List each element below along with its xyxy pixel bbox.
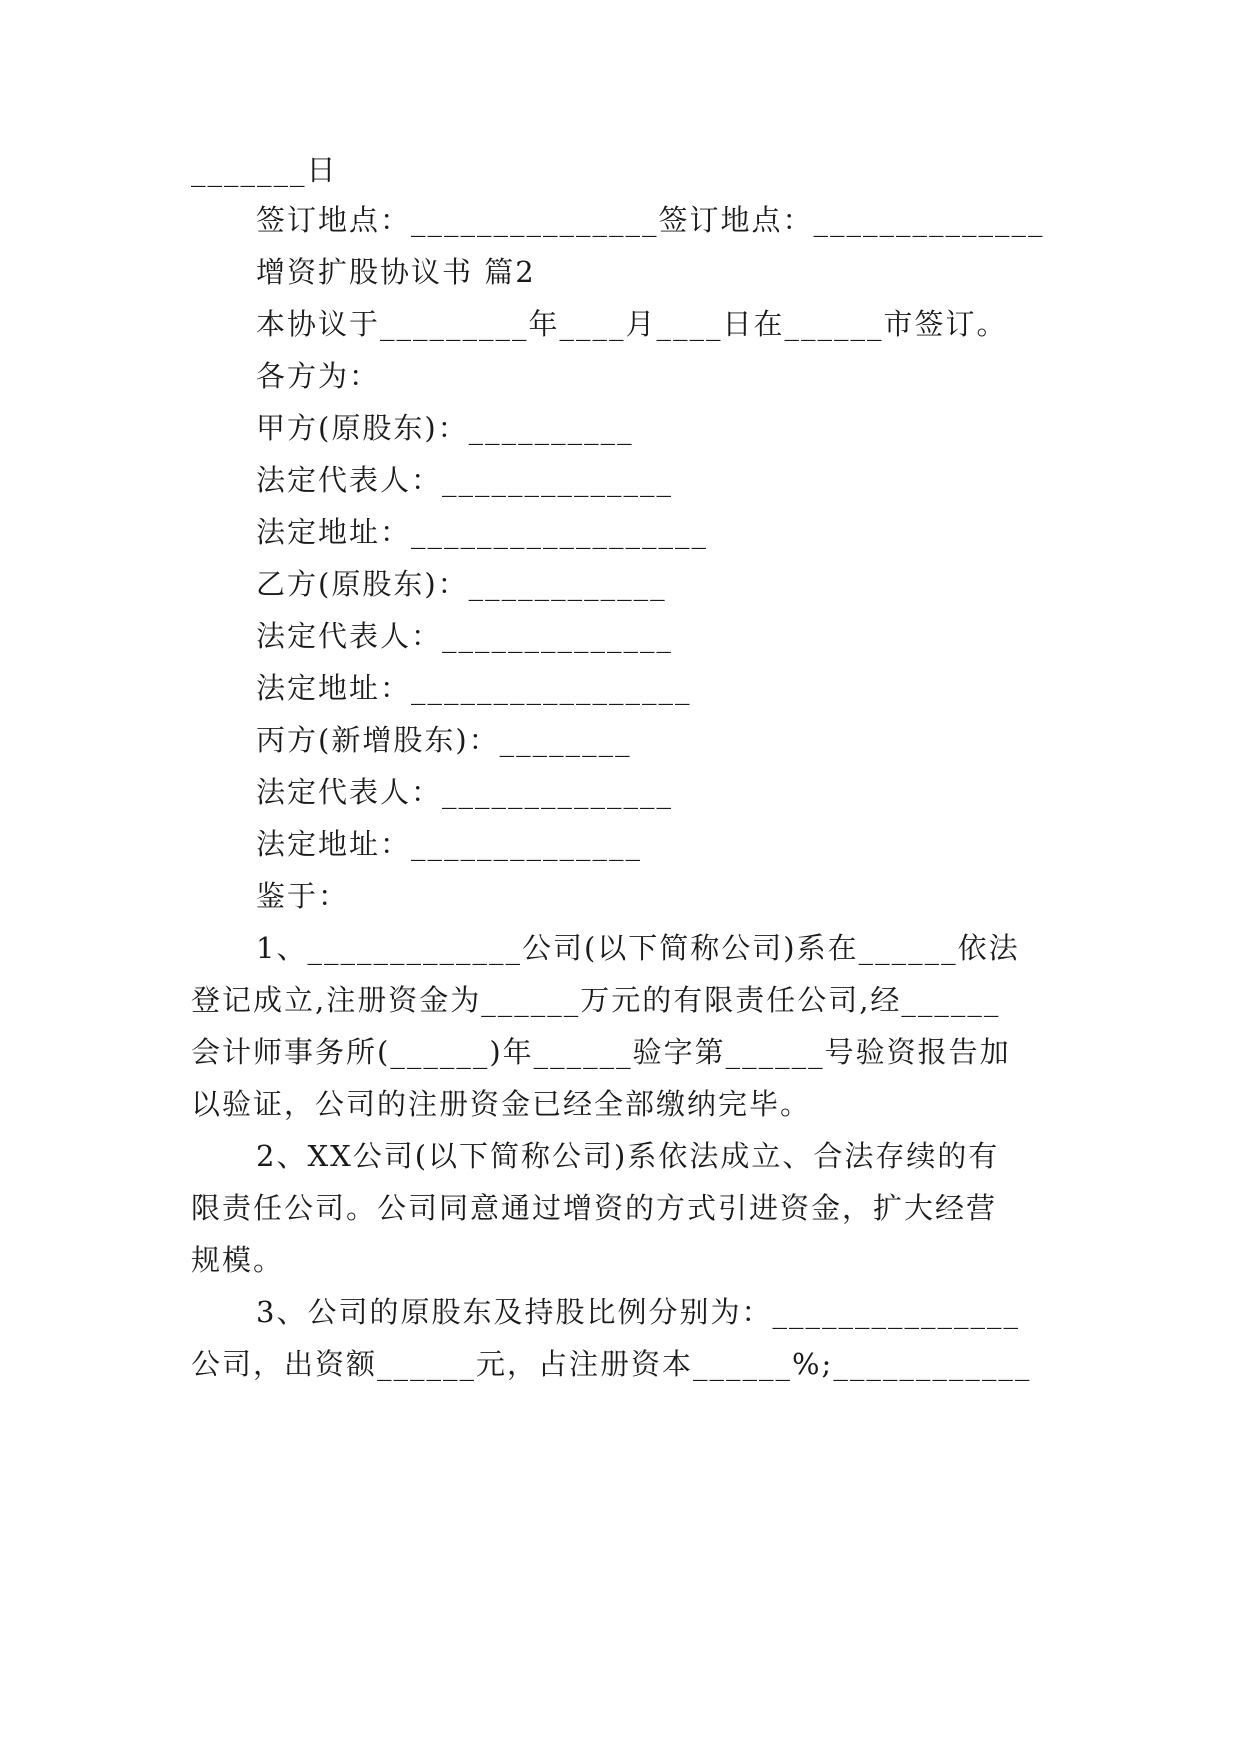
party-c-address: 法定地址：______________ bbox=[256, 827, 643, 861]
clause-1-line-2: 登记成立,注册资金为______万元的有限责任公司,经______ bbox=[191, 983, 1001, 1017]
clause-2-line-2: 限责任公司。公司同意通过增资的方式引进资金，扩大经营 bbox=[191, 1191, 998, 1225]
party-a-representative: 法定代表人：______________ bbox=[256, 463, 674, 497]
clause-1-line-1: 1、_____________公司(以下简称公司)系在______依法 bbox=[256, 931, 1020, 965]
clause-3-line-2: 公司，出资额______元，占注册资本______%;____________ bbox=[191, 1347, 1032, 1381]
parties-heading: 各方为： bbox=[256, 359, 381, 393]
clause-1-line-4: 以验证，公司的注册资金已经全部缴纳完毕。 bbox=[191, 1087, 812, 1121]
party-b-line: 乙方(原股东)：____________ bbox=[256, 567, 667, 601]
party-c-line: 丙方(新增股东)：________ bbox=[256, 723, 632, 757]
party-c-representative: 法定代表人：______________ bbox=[256, 775, 674, 809]
agreement-date-line: 本协议于_________年____月____日在______市签订。 bbox=[256, 307, 1008, 341]
whereas-heading: 鉴于： bbox=[256, 879, 350, 913]
party-b-representative: 法定代表人：______________ bbox=[256, 619, 674, 653]
clause-2-line-1: 2、XX公司(以下简称公司)系依法成立、合法存续的有 bbox=[256, 1139, 1000, 1173]
clause-1-line-3: 会计师事务所(______)年______验字第______号验资报告加 bbox=[191, 1035, 1011, 1069]
clause-3-line-1: 3、公司的原股东及持股比例分别为：_______________ bbox=[256, 1295, 1020, 1329]
party-a-address: 法定地址：__________________ bbox=[256, 515, 709, 549]
party-a-line: 甲方(原股东)：__________ bbox=[256, 411, 634, 445]
date-day-line: _______日 bbox=[191, 153, 338, 187]
signing-place-line: 签订地点：_______________签订地点：______________ bbox=[256, 203, 1045, 237]
party-b-address: 法定地址：_________________ bbox=[256, 671, 692, 705]
clause-2-line-3: 规模。 bbox=[191, 1243, 285, 1277]
section-heading: 增资扩股协议书 篇2 bbox=[256, 255, 536, 289]
